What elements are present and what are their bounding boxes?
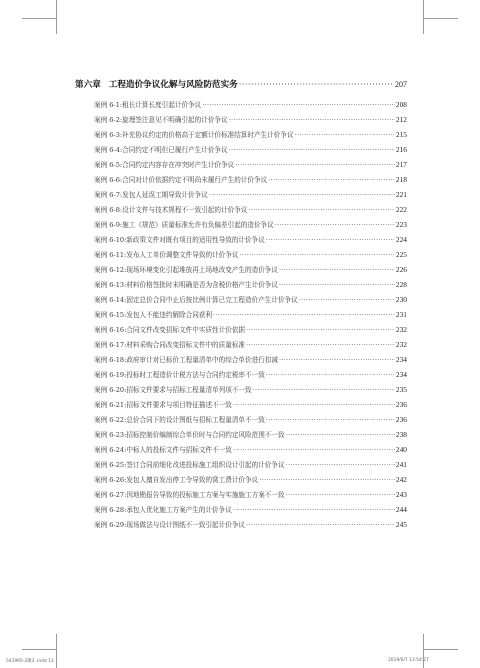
case-number: 案例 6-21:	[94, 401, 127, 409]
case-number: 案例 6-3:	[94, 131, 123, 139]
case-number: 案例 6-18:	[94, 356, 127, 364]
dot-leader	[266, 371, 395, 379]
case-number: 案例 6-24:	[94, 446, 127, 454]
footer-file-info: 541995-2聚3 .indd 13	[6, 659, 54, 664]
page-number: 225	[395, 250, 407, 259]
dot-leader	[248, 206, 395, 214]
toc-entry[interactable]	[75, 384, 407, 399]
case-number: 案例 6-22:	[94, 416, 127, 424]
case-title: 现场做法与设计图纸不一致引起计价争议	[126, 521, 246, 529]
toc-entry[interactable]	[75, 369, 407, 384]
page-number: 234	[395, 355, 407, 364]
page-number: 245	[395, 520, 407, 529]
dot-leader	[275, 221, 395, 229]
toc-entry[interactable]	[75, 504, 407, 519]
page-number: 218	[395, 175, 407, 184]
dot-leader	[299, 296, 395, 304]
toc-entry[interactable]	[75, 444, 407, 459]
case-title: 因地勘报告导致的投标施工方案与实施施工方案不一致	[126, 491, 285, 499]
chapter-label: 第六章	[75, 80, 101, 90]
toc-entry[interactable]	[75, 309, 407, 324]
toc-entry[interactable]	[75, 219, 407, 234]
page-number: 217	[395, 160, 407, 169]
case-number: 案例 6-2:	[94, 116, 123, 124]
case-title: 合同对计价依据约定不明尚未履行产生的计价争议	[122, 176, 268, 184]
dot-leader	[229, 146, 395, 154]
case-title: 投标时工程造价计税方法与合同约定税率不一致	[126, 371, 265, 379]
case-title: 旋理签注意见不明确引起的计价争议	[122, 116, 228, 124]
page-number: 231	[395, 310, 407, 319]
page-number: 238	[395, 430, 407, 439]
dot-leader	[235, 161, 395, 169]
case-number: 案例 6-6:	[94, 176, 123, 184]
toc-entry[interactable]	[75, 354, 407, 369]
case-number: 案例 6-23:	[94, 431, 127, 439]
dot-leader	[209, 191, 395, 199]
toc-entry[interactable]	[75, 294, 407, 309]
dot-leader	[279, 356, 395, 364]
page-number: 241	[395, 460, 407, 469]
page-number: 235	[395, 385, 407, 394]
dot-leader	[246, 326, 395, 334]
toc-entry[interactable]	[75, 114, 407, 129]
case-title: 现场环境变化引起堆放再上场地改变产生的造价争议	[126, 266, 278, 274]
dot-leader	[279, 266, 395, 274]
page-number: 232	[395, 325, 407, 334]
dot-leader	[239, 80, 394, 90]
page-number: 216	[395, 145, 407, 154]
page-number: 208	[395, 100, 407, 109]
page-number: 234	[395, 370, 407, 379]
toc-entry[interactable]	[75, 489, 407, 504]
table-of-contents	[75, 78, 407, 534]
case-number: 案例 6-14:	[94, 296, 127, 304]
case-number: 案例 6-11:	[94, 251, 127, 259]
page-number: 240	[395, 445, 407, 454]
chapter-heading[interactable]	[75, 78, 407, 94]
page-number: 236	[395, 415, 407, 424]
dot-leader	[286, 491, 395, 499]
dot-leader	[246, 341, 395, 349]
dot-leader	[253, 386, 395, 394]
case-title: 发包人擅自发出停工令导致的窝工费计价争议	[126, 476, 259, 484]
case-number: 案例 6-17:	[94, 341, 127, 349]
page-number: 244	[395, 505, 407, 514]
page-number: 228	[395, 280, 407, 289]
crop-mark	[423, 0, 424, 34]
chapter-page-number: 207	[395, 80, 407, 89]
case-number: 案例 6-10:	[94, 236, 127, 244]
toc-entry[interactable]	[75, 519, 407, 534]
case-number: 案例 6-1:	[94, 101, 123, 109]
case-title: 新政策文件对既有项目的适用性导致的计价争议	[126, 236, 265, 244]
page-number: 230	[395, 295, 407, 304]
dot-leader	[266, 236, 395, 244]
toc-entry[interactable]	[75, 264, 407, 279]
page-number: 212	[395, 115, 407, 124]
case-title: 设计文件与技术规程不一致引起的计价争议	[122, 206, 248, 214]
crop-mark	[424, 18, 458, 19]
dot-leader	[213, 311, 395, 319]
dot-leader	[266, 416, 395, 424]
toc-entry[interactable]	[75, 204, 407, 219]
case-number: 案例 6-12:	[94, 266, 127, 274]
toc-entry[interactable]	[75, 234, 407, 249]
page-number: 242	[395, 475, 407, 484]
case-title: 补充协议约定的价格高于定额计价标准结算时产生计价争议	[122, 131, 294, 139]
dot-leader	[259, 476, 395, 484]
dot-leader	[286, 431, 395, 439]
toc-entry[interactable]	[75, 339, 407, 354]
dot-leader	[239, 251, 394, 259]
dot-leader	[268, 176, 395, 184]
toc-entry[interactable]	[75, 429, 407, 444]
page-number: 221	[395, 190, 407, 199]
case-number: 案例 6-4:	[94, 146, 123, 154]
toc-entry[interactable]	[75, 279, 407, 294]
page-number: 243	[395, 490, 407, 499]
case-title: 施工《规范》质量标准允许有负偏差引起的造价争议	[122, 221, 274, 229]
footer-timestamp: 2019/6/7 13:54:27	[388, 658, 429, 663]
page-number: 222	[395, 205, 407, 214]
dot-leader	[286, 461, 395, 469]
case-title: 总价合同下的设计图纸与招标工程量清单不一致	[126, 416, 265, 424]
toc-entry[interactable]	[75, 414, 407, 429]
case-number: 案例 6-28:	[94, 506, 127, 514]
crop-mark	[424, 649, 458, 650]
case-number: 案例 6-25:	[94, 461, 127, 469]
case-title: 发布人工单价调整文件导致的计价争议	[126, 251, 239, 259]
toc-entry[interactable]	[75, 129, 407, 144]
case-number: 案例 6-16:	[94, 326, 127, 334]
page-number: 226	[395, 265, 407, 274]
dot-leader	[233, 506, 395, 514]
dot-leader	[233, 446, 395, 454]
case-number: 案例 6-8:	[94, 206, 123, 214]
case-title: 材料价格签批时未明确是否为含税价格产生计价争议	[126, 281, 278, 289]
case-title: 合同约定不明但已履行产生计价争议	[122, 146, 228, 154]
case-title: 合同文件改变招标文件中实质性计价依据	[126, 326, 246, 334]
dot-leader	[295, 131, 395, 139]
case-title: 中标人的投标文件与招标文件不一致	[126, 446, 232, 454]
case-title: 招标文件要求与招标工程量清单列项不一致	[126, 386, 252, 394]
page-number: 215	[395, 130, 407, 139]
case-title: 合同约定内容存在冲突时产生计价争议	[122, 161, 235, 169]
toc-entry[interactable]	[75, 189, 407, 204]
case-title: 招标文件要求与项目特征描述不一致	[126, 401, 232, 409]
toc-entry[interactable]	[75, 174, 407, 189]
crop-mark	[22, 649, 56, 650]
case-number: 案例 6-27:	[94, 491, 127, 499]
toc-entry[interactable]	[75, 159, 407, 174]
dot-leader	[202, 101, 395, 109]
crop-mark	[22, 18, 56, 19]
case-number: 案例 6-19:	[94, 371, 127, 379]
case-number: 案例 6-20:	[94, 386, 127, 394]
dot-leader	[279, 281, 395, 289]
crop-mark	[56, 634, 57, 668]
page-number: 232	[395, 340, 407, 349]
toc-entry[interactable]	[75, 459, 407, 474]
toc-entry[interactable]	[75, 99, 407, 114]
case-number: 案例 6-13:	[94, 281, 127, 289]
case-number: 案例 6-9:	[94, 221, 123, 229]
case-title: 发包人不能违约解除合同获利	[126, 311, 213, 319]
toc-entry[interactable]	[75, 474, 407, 489]
page-number: 223	[395, 220, 407, 229]
toc-entry[interactable]	[75, 144, 407, 159]
dot-leader	[233, 401, 395, 409]
case-title: 材料采购合同改变招标文件中的质量标准	[126, 341, 246, 349]
dot-leader	[246, 521, 395, 529]
case-title: 承包人优化施工方案产生的计价争议	[126, 506, 232, 514]
toc-entry[interactable]	[75, 249, 407, 264]
chapter-title: 工程造价争议化解与风险防范实务	[108, 80, 238, 90]
case-title: 政府审计对已标价工程量清单中的综合单价进行扣减	[126, 356, 278, 364]
case-number: 案例 6-7:	[94, 191, 123, 199]
case-title: 招标控制价编制综合单价时与合同约定风险范围不一致	[126, 431, 285, 439]
case-number: 案例 6-5:	[94, 161, 123, 169]
toc-entry-list	[75, 99, 407, 534]
case-number: 案例 6-26:	[94, 476, 127, 484]
dot-leader	[229, 116, 395, 124]
case-title: 签订合同前细化改进投标施工组织设计引起的计价争议	[126, 461, 285, 469]
crop-mark	[56, 0, 57, 34]
case-number: 案例 6-15:	[94, 311, 127, 319]
toc-entry[interactable]	[75, 399, 407, 414]
case-title: 发包人延误工期导致计价争议	[122, 191, 208, 199]
case-title: 固定总价合同中止后按比例计算已完工程造价产生计价争议	[126, 296, 298, 304]
case-number: 案例 6-29:	[94, 521, 127, 529]
page-number: 224	[395, 235, 407, 244]
toc-entry[interactable]	[75, 324, 407, 339]
case-title: 租长计算长度引起计价争议	[122, 101, 202, 109]
page-number: 236	[395, 400, 407, 409]
